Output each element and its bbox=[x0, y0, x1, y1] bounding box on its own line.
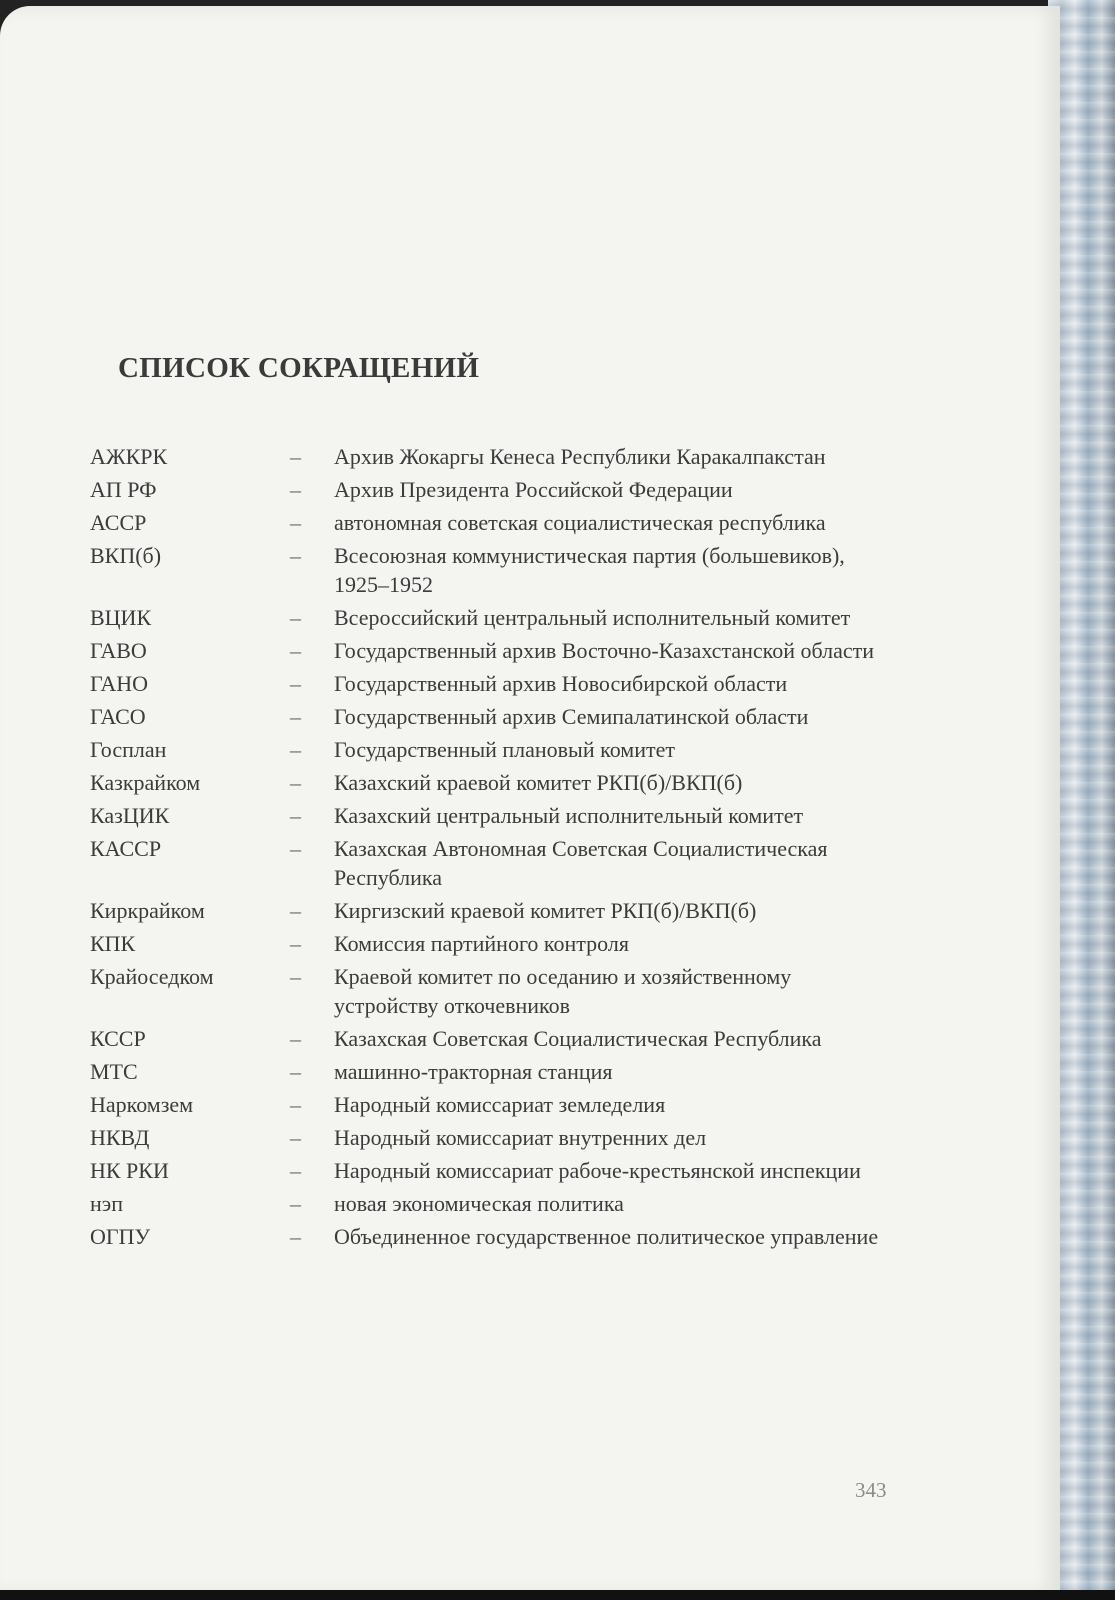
dash-separator: – bbox=[290, 1191, 301, 1216]
abbreviation-definition: Казахская Автономная Советская Социалистическая Республика bbox=[334, 836, 828, 890]
dash-separator: – bbox=[290, 1059, 301, 1084]
page-number: 343 bbox=[855, 1478, 887, 1502]
book-page bbox=[0, 6, 1060, 1594]
abbreviation: ВКП(б) bbox=[90, 543, 162, 568]
abbreviation: Киркрайком bbox=[90, 898, 205, 923]
dash-separator: – bbox=[290, 1026, 301, 1051]
abbreviation: КССР bbox=[90, 1026, 146, 1051]
abbreviation-definition: Государственный архив Семипалатинской области bbox=[334, 704, 809, 729]
abbreviation: нэп bbox=[90, 1191, 123, 1216]
dash-separator: – bbox=[290, 931, 301, 956]
list-item bbox=[90, 834, 890, 892]
abbreviation-definition: Краевой комитет по оседанию и хозяйственному устройству откочевников bbox=[334, 964, 792, 1018]
abbreviation: ГАВО bbox=[90, 638, 147, 663]
abbreviation: КПК bbox=[90, 931, 136, 956]
abbreviation-definition: Народный комиссариат внутренних дел bbox=[334, 1125, 707, 1150]
abbreviation-definition: Народный комиссариат земледелия bbox=[334, 1092, 666, 1117]
list-item bbox=[90, 1189, 890, 1218]
list-item bbox=[90, 702, 890, 731]
abbreviation: НК РКИ bbox=[90, 1158, 169, 1183]
abbreviation: АП РФ bbox=[90, 477, 157, 502]
list-item bbox=[90, 962, 890, 1020]
list-item bbox=[90, 1024, 890, 1053]
list-item bbox=[90, 1057, 890, 1086]
abbreviation: Госплан bbox=[90, 737, 167, 762]
dash-separator: – bbox=[290, 444, 301, 469]
dash-separator: – bbox=[290, 510, 301, 535]
abbreviation-definition: Киргизский краевой комитет РКП(б)/ВКП(б) bbox=[334, 898, 757, 923]
dash-separator: – bbox=[290, 704, 301, 729]
page-title: СПИСОК СОКРАЩЕНИЙ bbox=[118, 352, 480, 384]
list-item bbox=[90, 1156, 890, 1185]
dash-separator: – bbox=[290, 898, 301, 923]
abbreviation-definition: Объединенное государственное политическое управление bbox=[334, 1224, 879, 1249]
abbreviation: Крайоседком bbox=[90, 964, 214, 989]
list-item bbox=[90, 1222, 890, 1251]
abbreviation-definition: автономная советская социалистическая республика bbox=[334, 510, 826, 535]
list-item bbox=[90, 508, 890, 537]
abbreviation-definition: Всероссийский центральный исполнительный комитет bbox=[334, 605, 851, 630]
abbreviation-definition: Государственный архив Восточно-Казахстанской области bbox=[334, 638, 875, 663]
list-item bbox=[90, 636, 890, 665]
abbreviation: МТС bbox=[90, 1059, 138, 1084]
abbreviation: ВЦИК bbox=[90, 605, 152, 630]
dash-separator: – bbox=[290, 1224, 301, 1249]
abbreviation-definition: Архив Президента Российской Федерации bbox=[334, 477, 733, 502]
dash-separator: – bbox=[290, 737, 301, 762]
abbreviation: НКВД bbox=[90, 1125, 150, 1150]
list-item bbox=[90, 1090, 890, 1119]
abbreviation-definition: Всесоюзная коммунистическая партия (большевиков), 1925–1952 bbox=[334, 543, 845, 597]
abbreviation: ГАСО bbox=[90, 704, 146, 729]
photo-border bbox=[0, 1590, 1115, 1600]
abbreviation-definition: Казахский краевой комитет РКП(б)/ВКП(б) bbox=[334, 770, 743, 795]
abbreviation: Казкрайком bbox=[90, 770, 201, 795]
list-item bbox=[90, 735, 890, 764]
dash-separator: – bbox=[290, 1092, 301, 1117]
abbreviation: КазЦИК bbox=[90, 803, 170, 828]
list-item bbox=[90, 541, 890, 599]
dash-separator: – bbox=[290, 477, 301, 502]
abbreviation: КАССР bbox=[90, 836, 162, 861]
abbreviation-definition: Государственный плановый комитет bbox=[334, 737, 675, 762]
abbreviation: АЖКРК bbox=[90, 444, 168, 469]
dash-separator: – bbox=[290, 671, 301, 696]
dash-separator: – bbox=[290, 770, 301, 795]
dash-separator: – bbox=[290, 1125, 301, 1150]
abbreviation-definition: Государственный архив Новосибирской области bbox=[334, 671, 788, 696]
list-item bbox=[90, 896, 890, 925]
abbreviation: ГАНО bbox=[90, 671, 148, 696]
abbreviation-list bbox=[90, 442, 890, 1255]
list-item bbox=[90, 929, 890, 958]
list-item bbox=[90, 801, 890, 830]
abbreviation: ОГПУ bbox=[90, 1224, 151, 1249]
list-item bbox=[90, 669, 890, 698]
dash-separator: – bbox=[290, 605, 301, 630]
list-item bbox=[90, 1123, 890, 1152]
list-item bbox=[90, 768, 890, 797]
abbreviation-definition: Комиссия партийного контроля bbox=[334, 931, 629, 956]
dash-separator: – bbox=[290, 638, 301, 663]
abbreviation-definition: новая экономическая политика bbox=[334, 1191, 624, 1216]
dash-separator: – bbox=[290, 543, 301, 568]
abbreviation-definition: машинно-тракторная станция bbox=[334, 1059, 613, 1084]
abbreviation-definition: Казахская Советская Социалистическая Республика bbox=[334, 1026, 822, 1051]
abbreviation-definition: Архив Жокаргы Кенеса Республики Каракалпакстан bbox=[334, 444, 826, 469]
abbreviation: АССР bbox=[90, 510, 147, 535]
abbreviation: Наркомзем bbox=[90, 1092, 194, 1117]
dash-separator: – bbox=[290, 836, 301, 861]
list-item bbox=[90, 442, 890, 471]
dash-separator: – bbox=[290, 964, 301, 989]
dash-separator: – bbox=[290, 803, 301, 828]
list-item bbox=[90, 475, 890, 504]
abbreviation-definition: Казахский центральный исполнительный комитет bbox=[334, 803, 804, 828]
dash-separator: – bbox=[290, 1158, 301, 1183]
abbreviation-definition: Народный комиссариат рабоче-крестьянской инспекции bbox=[334, 1158, 861, 1183]
list-item bbox=[90, 603, 890, 632]
